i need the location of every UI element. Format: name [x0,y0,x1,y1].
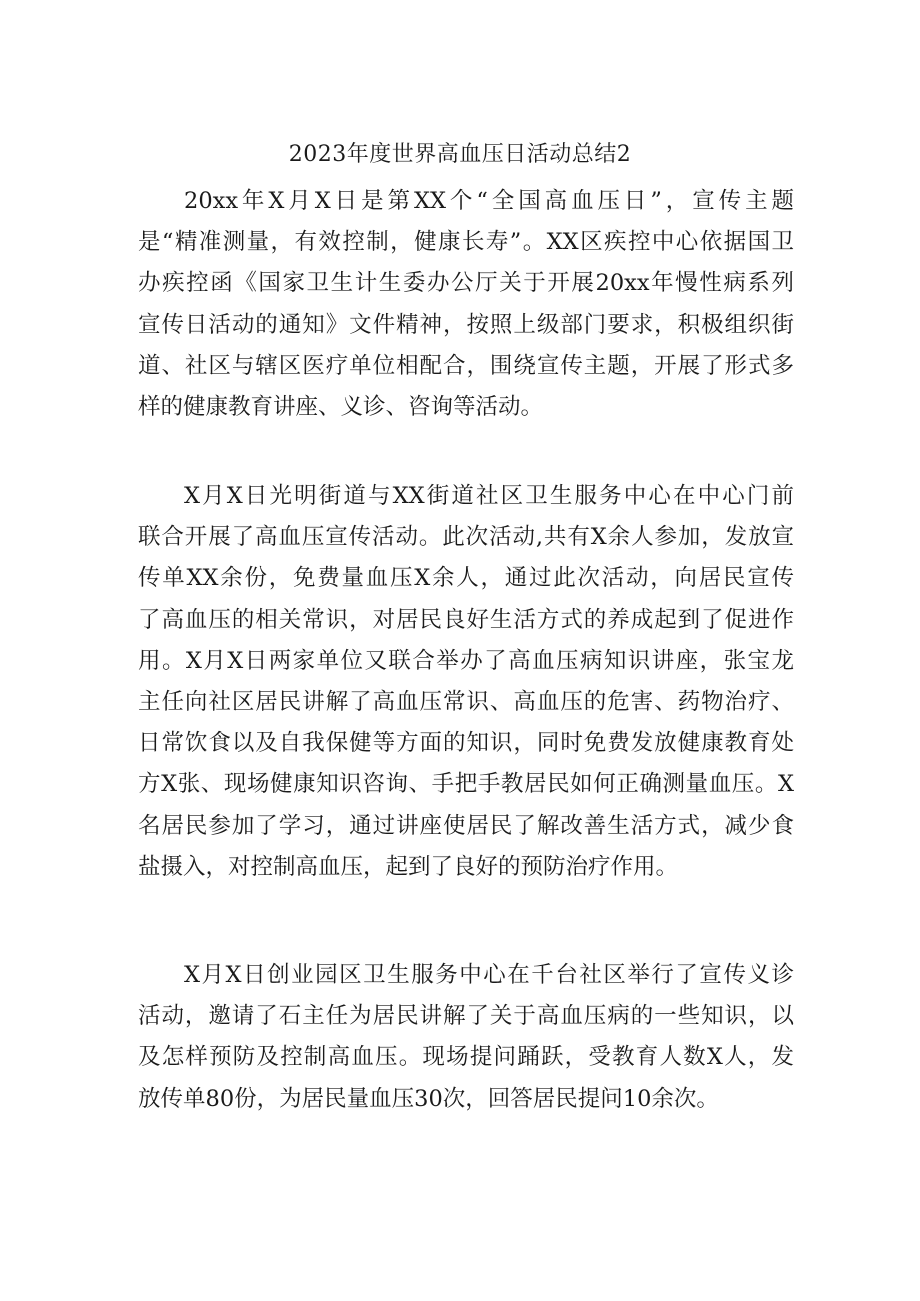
paragraph-1 [138,181,794,428]
paragraph-line: X月X日创业园区卫生服务中心在千台社区举行了宣传义诊 [184,962,794,988]
paragraph-line: 及怎样预防及控制高血压。现场提问踊跃，受教育人数X人，发 [138,1044,794,1071]
paragraph-line: 盐摄入，对控制高血压，起到了良好的预防治疗作用。 [138,853,679,880]
paragraph-2 [138,476,794,888]
paragraph-line: 宣传日活动的通知》文件精神，按照上级部门要求，积极组织街 [138,311,794,338]
paragraph-line: X月X日光明街道与XX街道社区卫生服务中心在中心门前 [184,483,794,509]
paragraph-line: 办疾控函《国家卫生计生委办公厅关于开展20xx年慢性病系列 [138,270,794,297]
document-title: 2023年度世界高血压日活动总结2 [288,142,632,167]
paragraph-line: 了高血压的相关常识，对居民良好生活方式的养成起到了促进作 [138,606,794,633]
paragraph-line: 日常饮食以及自我保健等方面的知识，同时免费发放健康教育处 [138,730,794,757]
paragraph-line: 活动，邀请了石主任为居民讲解了关于高血压病的一些知识，以 [138,1003,794,1030]
paragraph-line: 联合开展了高血压宣传活动。此次活动,共有X余人参加，发放宣 [138,524,794,551]
paragraph-line: 名居民参加了学习，通过讲座使居民了解改善生活方式，减少食 [138,812,794,839]
paragraph-line: 样的健康教育讲座、义诊、咨询等活动。 [138,394,544,421]
paragraph-line: 方X张、现场健康知识咨询、手把手教居民如何正确测量血压。X [138,771,794,798]
paragraph-line: 20xx年X月X日是第XX个“全国高血压日”，宣传主题 [184,188,794,214]
paragraph-3 [138,955,794,1120]
paragraph-line: 用。X月X日两家单位又联合举办了高血压病知识讲座，张宝龙 [138,647,794,674]
paragraph-line: 是“精准测量，有效控制，健康长寿”。XX区疾控中心依据国卫 [138,229,794,256]
paragraph-line: 放传单80份，为居民量血压30次，回答居民提问10余次。 [138,1085,719,1112]
paragraph-line: 道、社区与辖区医疗单位相配合，围绕宣传主题，开展了形式多 [138,352,794,379]
paragraph-line: 传单XX余份，免费量血压X余人，通过此次活动，向居民宣传 [138,565,794,592]
paragraph-line: 主任向社区居民讲解了高血压常识、高血压的危害、药物治疗、 [138,689,794,716]
